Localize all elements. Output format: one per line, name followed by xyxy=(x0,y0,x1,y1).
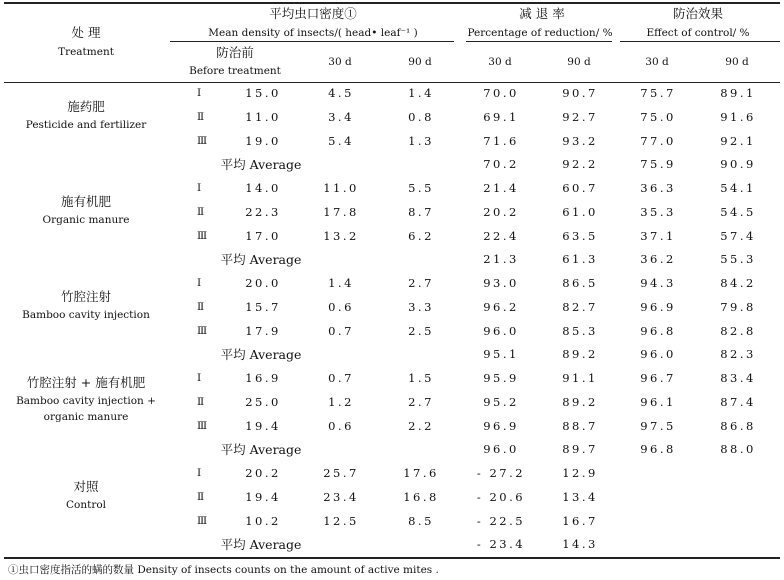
table-cell: 86.8 xyxy=(720,418,756,433)
average-label: 平均 Average xyxy=(220,537,302,553)
replicate-label: Ⅰ xyxy=(197,87,202,99)
table-cell: 19.4 xyxy=(245,489,281,504)
table-cell: 54.1 xyxy=(720,181,756,195)
treatment-name-zh: 施药肥 xyxy=(67,98,105,114)
replicate-label: Ⅱ xyxy=(197,205,205,218)
table-cell: 35.3 xyxy=(640,204,676,219)
table-cell: 8.5 xyxy=(408,513,434,528)
treatment-header-zh: 处 理 xyxy=(71,25,101,40)
table-cell: 61.0 xyxy=(562,204,598,219)
table-cell: 96.7 xyxy=(640,371,676,385)
table-cell: 69.1 xyxy=(483,109,519,124)
table-cell: 57.4 xyxy=(720,228,756,243)
table-cell: 71.6 xyxy=(483,133,519,148)
replicate-label: Ⅱ xyxy=(197,395,205,408)
table-cell: 89.1 xyxy=(720,86,756,100)
table-cell: 79.8 xyxy=(720,299,756,314)
treatment-name-en: Pesticide and fertilizer xyxy=(25,118,147,131)
table-cell: 2.7 xyxy=(408,276,434,290)
replicate-label: Ⅱ xyxy=(197,300,205,313)
table-cell: 17.9 xyxy=(245,323,281,338)
replicate-label: Ⅲ xyxy=(197,514,208,527)
average-label: 平均 Average xyxy=(220,252,302,268)
table-cell: 86.5 xyxy=(562,276,598,290)
table-cell: 0.6 xyxy=(328,299,354,314)
table-cell: 19.0 xyxy=(245,133,281,148)
treatment-name-zh: 施有机肥 xyxy=(60,193,112,209)
treatment-name-en: Bamboo cavity injection + xyxy=(16,395,156,408)
average-cell: - 23.4 xyxy=(476,537,526,552)
density-header-rule xyxy=(170,41,454,42)
effect-header-zh: 防治效果 xyxy=(672,6,724,21)
table-cell: 16.8 xyxy=(403,489,439,504)
table-cell: 92.1 xyxy=(720,133,756,148)
replicate-label: Ⅱ xyxy=(197,490,205,503)
replicate-label: Ⅰ xyxy=(197,372,202,384)
table-cell: 54.5 xyxy=(720,204,756,219)
treatment-name-zh: 对照 xyxy=(73,478,99,494)
table-cell: 20.0 xyxy=(245,276,281,290)
table-cell: 2.5 xyxy=(408,323,434,338)
effect-30d-header: 30 d xyxy=(645,56,669,68)
effect-90d-header: 90 d xyxy=(725,56,749,68)
table-cell: 5.5 xyxy=(408,181,434,195)
replicate-label: Ⅰ xyxy=(197,182,202,194)
treatment-name-en: Control xyxy=(65,498,107,511)
table-cell: 83.4 xyxy=(720,371,756,385)
table-cell: 16.9 xyxy=(245,371,281,385)
table-cell: 0.6 xyxy=(328,418,354,433)
table-cell: 15.0 xyxy=(245,86,281,100)
table-cell: 94.3 xyxy=(640,276,676,290)
table-cell: 96.1 xyxy=(640,394,676,409)
table-cell: 97.5 xyxy=(640,418,676,433)
table-cell: 1.4 xyxy=(408,86,434,100)
table-cell: 89.2 xyxy=(562,394,598,409)
table-top-rule xyxy=(4,2,780,4)
average-cell: 96.0 xyxy=(483,442,519,457)
average-cell: 96.0 xyxy=(640,347,676,362)
effect-header-en: Effect of control/ % xyxy=(646,27,750,39)
average-cell: 21.3 xyxy=(483,252,519,267)
table-cell: 4.5 xyxy=(328,86,354,100)
table-cell: 82.7 xyxy=(562,299,598,314)
table-cell: 0.7 xyxy=(328,371,354,385)
table-cell: 96.9 xyxy=(640,299,676,314)
table-cell: 87.4 xyxy=(720,394,756,409)
table-cell: 12.5 xyxy=(323,513,359,528)
table-cell: 0.8 xyxy=(408,109,434,124)
table-cell: 16.7 xyxy=(562,513,598,528)
average-label: 平均 Average xyxy=(220,442,302,458)
table-cell: 25.7 xyxy=(323,466,359,480)
table-cell: 91.1 xyxy=(562,371,598,385)
table-cell: 90.7 xyxy=(562,86,598,100)
table-cell: 1.5 xyxy=(408,371,434,385)
table-cell: 95.2 xyxy=(483,394,519,409)
average-cell: 61.3 xyxy=(562,252,598,267)
average-cell: 89.2 xyxy=(562,347,598,362)
replicate-label: Ⅱ xyxy=(197,110,205,123)
before-treatment-en: Before treatment xyxy=(189,65,281,77)
table-cell: 19.4 xyxy=(245,418,281,433)
treatment-name-en: organic manure xyxy=(43,411,129,424)
table-cell: 88.7 xyxy=(562,418,598,433)
treatment-name-zh: 竹腔注射 + 施有机肥 xyxy=(26,375,146,391)
table-cell: 1.3 xyxy=(408,133,434,148)
table-cell: 14.0 xyxy=(245,181,281,195)
treatment-name-en: Organic manure xyxy=(42,213,130,226)
table-cell: 1.2 xyxy=(328,394,354,409)
table-cell: 8.7 xyxy=(408,204,434,219)
table-cell: 11.0 xyxy=(323,181,359,195)
reduction-90d-header: 90 d xyxy=(567,56,591,68)
reduction-header-zh: 减 退 率 xyxy=(519,6,565,21)
table-footnote: ①虫口密度指活的螨的数量 Density of insects counts on the amount of active mites . xyxy=(8,564,439,576)
average-cell: 82.3 xyxy=(720,347,756,362)
table-cell: - 22.5 xyxy=(476,513,526,528)
average-label: 平均 Average xyxy=(220,157,302,173)
average-cell: 55.3 xyxy=(720,252,756,267)
average-cell: 70.2 xyxy=(483,157,519,172)
average-cell: 88.0 xyxy=(720,442,756,457)
average-cell: 89.7 xyxy=(562,442,598,457)
table-cell: 1.4 xyxy=(328,276,354,290)
header-bottom-rule xyxy=(4,82,780,83)
average-label: 平均 Average xyxy=(220,347,302,363)
table-cell: 60.7 xyxy=(562,181,598,195)
average-cell: 96.8 xyxy=(640,442,676,457)
replicate-label: Ⅰ xyxy=(197,277,202,289)
average-cell: 90.9 xyxy=(720,157,756,172)
replicate-label: Ⅲ xyxy=(197,134,208,147)
table-cell: 15.7 xyxy=(245,299,281,314)
table-cell: - 20.6 xyxy=(476,489,526,504)
table-cell: 95.9 xyxy=(483,371,519,385)
table-cell: 25.0 xyxy=(245,394,281,409)
table-cell: 17.0 xyxy=(245,228,281,243)
table-cell: 75.7 xyxy=(640,86,676,100)
table-cell: 63.5 xyxy=(562,228,598,243)
reduction-header-rule xyxy=(466,41,612,42)
table-cell: 23.4 xyxy=(323,489,359,504)
table-cell: 96.8 xyxy=(640,323,676,338)
table-cell: 37.1 xyxy=(640,228,676,243)
table-cell: 93.0 xyxy=(483,276,519,290)
table-cell: 12.9 xyxy=(562,466,598,480)
table-cell: 17.6 xyxy=(403,466,439,480)
table-cell: 96.2 xyxy=(483,299,519,314)
table-cell: 36.3 xyxy=(640,181,676,195)
table-cell: 22.4 xyxy=(483,228,519,243)
table-cell: 93.2 xyxy=(562,133,598,148)
average-cell: 95.1 xyxy=(483,347,519,362)
table-cell: - 27.2 xyxy=(476,466,526,480)
table-cell: 82.8 xyxy=(720,323,756,338)
table-cell: 20.2 xyxy=(483,204,519,219)
table-cell: 6.2 xyxy=(408,228,434,243)
table-cell: 75.0 xyxy=(640,109,676,124)
table-cell: 13.2 xyxy=(323,228,359,243)
before-treatment-zh: 防治前 xyxy=(216,45,254,60)
treatment-name-en: Bamboo cavity injection xyxy=(22,308,150,321)
table-cell: 96.0 xyxy=(483,323,519,338)
density-30d-header: 30 d xyxy=(328,56,352,68)
table-cell: 13.4 xyxy=(562,489,598,504)
table-cell: 0.7 xyxy=(328,323,354,338)
table-cell: 22.3 xyxy=(245,204,281,219)
density-90d-header: 90 d xyxy=(408,56,432,68)
table-cell: 77.0 xyxy=(640,133,676,148)
table-cell: 5.4 xyxy=(328,133,354,148)
table-cell: 85.3 xyxy=(562,323,598,338)
average-cell: 36.2 xyxy=(640,252,676,267)
average-cell: 92.2 xyxy=(562,157,598,172)
table-cell: 21.4 xyxy=(483,181,519,195)
density-header-zh: 平均虫口密度① xyxy=(269,6,357,21)
table-cell: 11.0 xyxy=(245,109,281,124)
table-cell: 2.2 xyxy=(408,418,434,433)
effect-header-rule xyxy=(620,41,780,42)
table-bottom-rule xyxy=(4,557,780,559)
table-cell: 3.4 xyxy=(328,109,354,124)
average-cell: 14.3 xyxy=(562,537,598,552)
reduction-header-en: Percentage of reduction/ % xyxy=(467,27,613,39)
table-cell: 91.6 xyxy=(720,109,756,124)
replicate-label: Ⅰ xyxy=(197,467,202,479)
reduction-30d-header: 30 d xyxy=(488,56,512,68)
table-cell: 20.2 xyxy=(245,466,281,480)
treatment-header-en: Treatment xyxy=(58,46,114,58)
replicate-label: Ⅲ xyxy=(197,419,208,432)
density-header-en: Mean density of insects/( head• leaf⁻¹ ) xyxy=(208,27,418,39)
replicate-label: Ⅲ xyxy=(197,229,208,242)
table-cell: 2.7 xyxy=(408,394,434,409)
table-cell: 84.2 xyxy=(720,276,756,290)
table-cell: 70.0 xyxy=(483,86,519,100)
treatment-name-zh: 竹腔注射 xyxy=(60,288,112,304)
table-cell: 3.3 xyxy=(408,299,434,314)
table-cell: 10.2 xyxy=(245,513,281,528)
table-cell: 92.7 xyxy=(562,109,598,124)
average-cell: 75.9 xyxy=(640,157,676,172)
table-cell: 17.8 xyxy=(323,204,359,219)
table-cell: 96.9 xyxy=(483,418,519,433)
replicate-label: Ⅲ xyxy=(197,324,208,337)
